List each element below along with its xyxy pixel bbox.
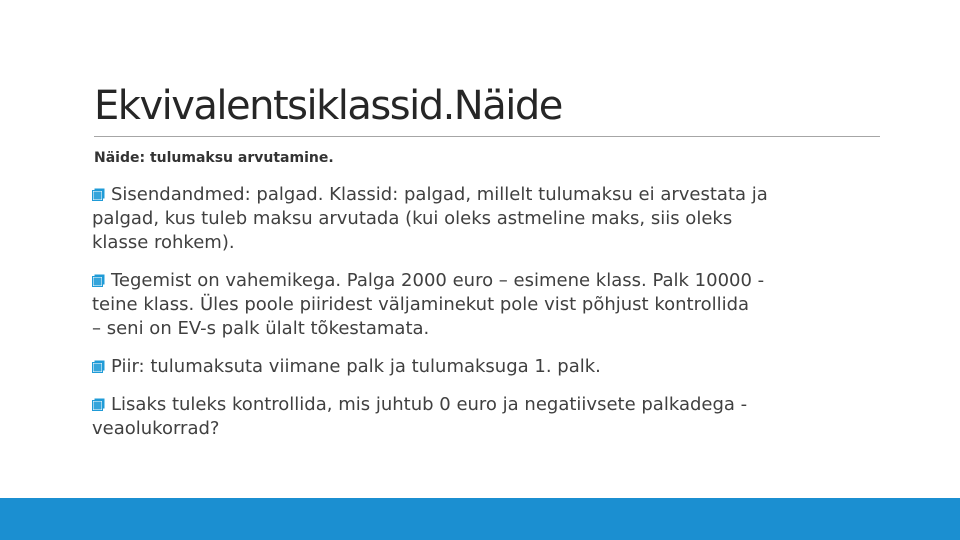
bullet-item (92, 393, 892, 441)
bullet-text: Piir: tulumaksuta viimane palk ja tulumaksuga 1. palk. (111, 356, 601, 377)
bullet-line: veaolukorrad? (92, 418, 220, 439)
title-divider (94, 136, 880, 137)
bullet-line (92, 393, 892, 417)
bullet-text: Tegemist on vahemikega. Palga 2000 euro – esimene klass. Palk 10000 - (111, 270, 765, 291)
checkbox-square-icon (92, 274, 105, 287)
bullet-list (92, 183, 892, 441)
bullet-line: klasse rohkem). (92, 232, 235, 253)
bullet-line: teine klass. Üles poole piiridest väljaminekut pole vist põhjust kontrollida (92, 294, 750, 315)
bullet-line: – seni on EV-s palk ülalt tõkestamata. (92, 318, 430, 339)
bullet-item (92, 183, 892, 255)
bullet-line: palgad, kus tuleb maksu arvutada (kui oleks astmeline maks, siis oleks (92, 208, 733, 229)
checkbox-square-icon (92, 398, 105, 411)
bullet-item (92, 269, 892, 341)
checkbox-square-icon (92, 188, 105, 201)
bullet-item (92, 355, 892, 379)
bullet-text: Lisaks tuleks kontrollida, mis juhtub 0 euro ja negatiivsete palkadega - (111, 394, 748, 415)
bullet-text: Sisendandmed: palgad. Klassid: palgad, millelt tulumaksu ei arvestata ja (111, 184, 768, 205)
slide-subtitle: Näide: tulumaksu arvutamine. (94, 150, 334, 166)
bullet-line (92, 183, 892, 207)
bullet-line (92, 355, 892, 379)
slide-title: Ekvivalentsiklassid.Näide (94, 83, 562, 129)
footer-accent-bar (0, 498, 960, 540)
bullet-line (92, 269, 892, 293)
checkbox-square-icon (92, 360, 105, 373)
